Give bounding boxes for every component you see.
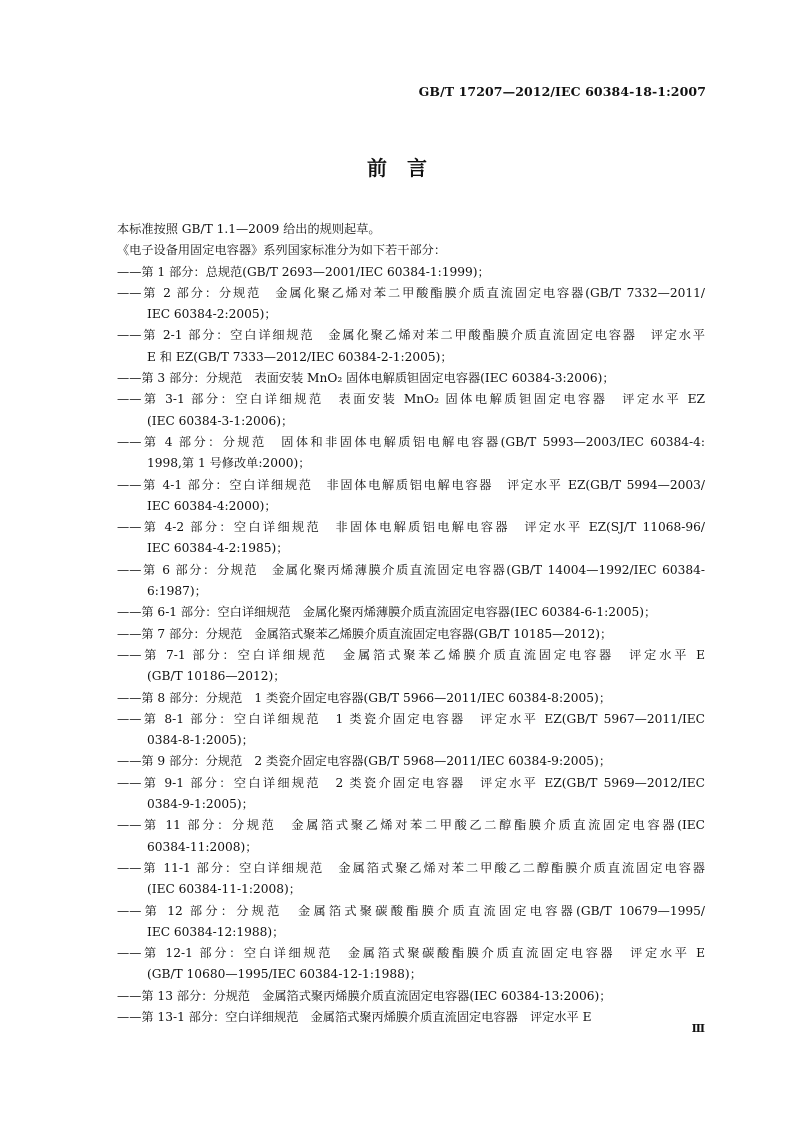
list-item (117, 688, 705, 709)
intro-line: 《电子设备用固定电容器》系列国家标准分为如下若干部分： (117, 243, 447, 258)
document-body (117, 219, 705, 1028)
list-item-text: ——第 12-1 部分：空白详细规范 金属箔式聚碳酸酯膜介质直流固定电容器 评定水平 E (117, 946, 705, 961)
list-item (117, 432, 705, 475)
list-item-continuation: (IEC 60384-11-1:2008)； (147, 882, 301, 897)
list-item (117, 560, 705, 603)
list-item (117, 262, 705, 283)
list-item-text: ——第 6 部分：分规范 金属化聚丙烯薄膜介质直流固定电容器(GB/T 14004—1992/IEC 60384- (117, 562, 705, 577)
list-item-text: ——第 13 部分：分规范 金属箔式聚丙烯膜介质直流固定电容器(IEC 60384-13:2006)； (117, 988, 612, 1003)
list-item-text: ——第 11-1 部分：空白详细规范 金属箔式聚乙烯对苯二甲酸乙二醇酯膜介质直流固定电容器 (117, 860, 705, 875)
list-item-text: ——第 7 部分：分规范 金属箔式聚苯乙烯膜介质直流固定电容器(GB/T 10185—2012)； (117, 626, 613, 641)
list-item-continuation: IEC 60384-12:1988)； (147, 924, 285, 939)
list-item-continuation: (GB/T 10186—2012)； (147, 669, 286, 684)
standard-number-header: GB/T 17207—2012/IEC 60384-18-1:2007 (418, 84, 706, 99)
list-item-text: ——第 7-1 部分：空白详细规范 金属箔式聚苯乙烯膜介质直流固定电容器 评定水平 E (117, 647, 705, 662)
list-item-text: ——第 1 部分：总规范(GB/T 2693—2001/IEC 60384-1:1999)； (117, 264, 490, 279)
list-item (117, 1007, 705, 1028)
page-title: 前 言 (367, 156, 427, 180)
list-item (117, 943, 705, 986)
list-item (117, 709, 705, 752)
list-item-continuation: IEC 60384-4:2000)； (147, 498, 277, 513)
list-item-continuation: IEC 60384-2:2005)； (147, 307, 277, 322)
list-item-text: ——第 3 部分：分规范 表面安装 MnO₂ 固体电解质钽固定电容器(IEC 60384-3:2006)； (117, 371, 615, 386)
list-item-text: ——第 9 部分：分规范 2 类瓷介固定电容器(GB/T 5968—2011/IEC 60384-9:2005)； (117, 754, 612, 769)
list-item-continuation: (IEC 60384-3-1:2006)； (147, 413, 294, 428)
list-item (117, 645, 705, 688)
list-item-text: ——第 12 部分：分规范 金属箔式聚碳酸酯膜介质直流固定电容器(GB/T 10679—1995/ (117, 903, 705, 918)
list-item-text: ——第 4-2 部分：空白详细规范 非固体电解质铝电解电容器 评定水平 EZ(SJ/T 11068-96/ (117, 520, 705, 535)
list-item-text: ——第 2-1 部分：空白详细规范 金属化聚乙烯对苯二甲酸酯膜介质直流固定电容器 评定水平 (117, 328, 705, 343)
list-item-text: ——第 8-1 部分：空白详细规范 1 类瓷介固定电容器 评定水平 EZ(GB/T 5967—2011/IEC (117, 711, 705, 726)
list-item-continuation: 60384-11:2008)； (147, 839, 258, 854)
list-item-text: ——第 13-1 部分：空白详细规范 金属箔式聚丙烯膜介质直流固定电容器 评定水平 E (117, 1009, 592, 1024)
list-item (117, 858, 705, 901)
list-item (117, 602, 705, 623)
list-item-continuation: IEC 60384-4-2:1985)； (147, 541, 289, 556)
list-item (117, 368, 705, 389)
list-item (117, 475, 705, 518)
list-item-text: ——第 2 部分：分规范 金属化聚乙烯对苯二甲酸酯膜介质直流固定电容器(GB/T 7332—2011/ (117, 285, 705, 300)
list-item (117, 624, 705, 645)
list-item (117, 986, 705, 1007)
list-item-continuation: 6:1987)； (147, 584, 207, 599)
list-item (117, 901, 705, 944)
list-item-continuation: (GB/T 10680—1995/IEC 60384-12-1:1988)； (147, 967, 422, 982)
intro-line: 本标准按照 GB/T 1.1—2009 给出的规则起草。 (117, 222, 381, 236)
list-item-text: ——第 4 部分：分规范 固体和非固体电解质铝电解电容器(GB/T 5993—2003/IEC 60384-4: (117, 434, 705, 449)
list-item (117, 751, 705, 772)
list-item (117, 815, 705, 858)
list-item-text: ——第 9-1 部分：空白详细规范 2 类瓷介固定电容器 评定水平 EZ(GB/T 5969—2012/IEC (117, 775, 705, 790)
list-item-continuation: E 和 EZ(GB/T 7333—2012/IEC 60384-2-1:2005)； (147, 349, 453, 364)
list-item-text: ——第 8 部分：分规范 1 类瓷介固定电容器(GB/T 5966—2011/IEC 60384-8:2005)； (117, 690, 612, 705)
list-item (117, 389, 705, 432)
list-item-text: ——第 11 部分：分规范 金属箔式聚乙烯对苯二甲酸乙二醇酯膜介质直流固定电容器(IEC (117, 818, 705, 833)
list-item-text: ——第 6-1 部分：空白详细规范 金属化聚丙烯薄膜介质直流固定电容器(IEC 60384-6-1:2005)； (117, 605, 657, 620)
list-item-text: ——第 4-1 部分：空白详细规范 非固体电解质铝电解电容器 评定水平 EZ(GB/T 5994—2003/ (117, 477, 705, 492)
list-item-text: ——第 3-1 部分：空白详细规范 表面安装 MnO₂ 固体电解质钽固定电容器 评定水平 EZ (117, 392, 705, 407)
list-item (117, 517, 705, 560)
list-item-continuation: 0384-9-1:2005)； (147, 797, 254, 812)
list-item-continuation: 0384-8-1:2005)； (147, 733, 254, 748)
list-item-continuation: 1998,第 1 号修改单:2000)； (147, 456, 311, 471)
page-number: Ⅲ (691, 1022, 705, 1035)
parts-list (117, 262, 705, 1029)
list-item (117, 283, 705, 326)
list-item (117, 773, 705, 816)
list-item (117, 325, 705, 368)
